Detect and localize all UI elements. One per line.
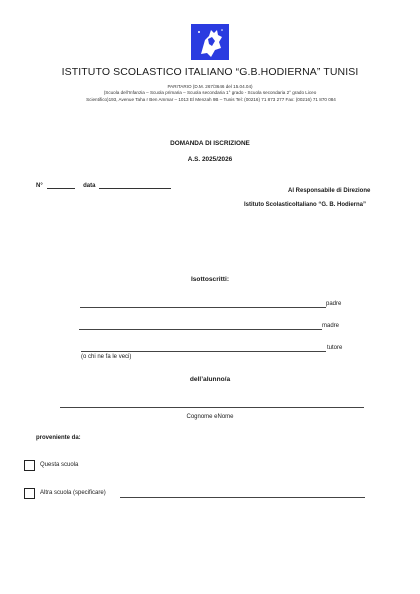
numero-data-row (36, 181, 171, 189)
madre-field[interactable] (79, 329, 322, 330)
altra-scuola-field[interactable] (120, 497, 365, 498)
school-year: A.S. 2025/2026 (187, 156, 233, 163)
data-field[interactable] (99, 181, 171, 189)
tutore-field[interactable] (81, 351, 326, 352)
sottoscritti-heading: Isottoscritti: (190, 276, 230, 283)
paritario-decree: PARITARIO (D.M. 267/3646 del 15.04.04) (167, 84, 253, 89)
school-logo (191, 24, 229, 60)
altra-scuola-checkbox[interactable] (24, 488, 35, 499)
proveniente-heading: proveniente da: (36, 435, 81, 441)
madre-label: madre (322, 323, 340, 329)
numero-label: N° (36, 183, 43, 189)
recipient-line-2: Istituto ScolasticoItaliano “G. B. Hodierna” (244, 202, 367, 208)
recipient-line-1: Al Responsabile di Direzione (288, 188, 371, 194)
questa-scuola-checkbox[interactable] (24, 460, 35, 471)
cognome-nome-field[interactable] (60, 407, 364, 408)
padre-field[interactable] (80, 307, 326, 308)
numero-field[interactable] (47, 181, 75, 189)
cognome-nome-label: Cognome eNome (186, 414, 234, 420)
school-levels: (Scuola dell’Infanzia – Scuola primaria – Scuola secondaria 1° grado - Scuola secondaria 2° grado Liceo (103, 90, 317, 95)
padre-label: padre (326, 301, 342, 307)
tutore-label: tutore (327, 345, 343, 351)
school-name: ISTITUTO SCOLASTICO ITALIANO “G.B.HODIERNA” TUNISI (61, 66, 359, 78)
form-title: DOMANDA DI ISCRIZIONE (170, 140, 250, 147)
questa-scuola-label: Questa scuola (40, 462, 79, 468)
school-address: Scientifico)193, Avenue Taha r Ben Ammar – 1013 El Menzah 9B – Tunis Tel: (00216) 71 873 277 Fax: (00216) 71 870 084 (86, 97, 336, 102)
tutore-note: (o chi ne fa le veci) (81, 354, 132, 360)
school-logo-icon (191, 24, 229, 60)
altra-scuola-label: Altra scuola (specificare) (40, 490, 106, 496)
alunno-heading: dell’alunno/a (189, 376, 231, 383)
data-label: data (83, 183, 96, 189)
